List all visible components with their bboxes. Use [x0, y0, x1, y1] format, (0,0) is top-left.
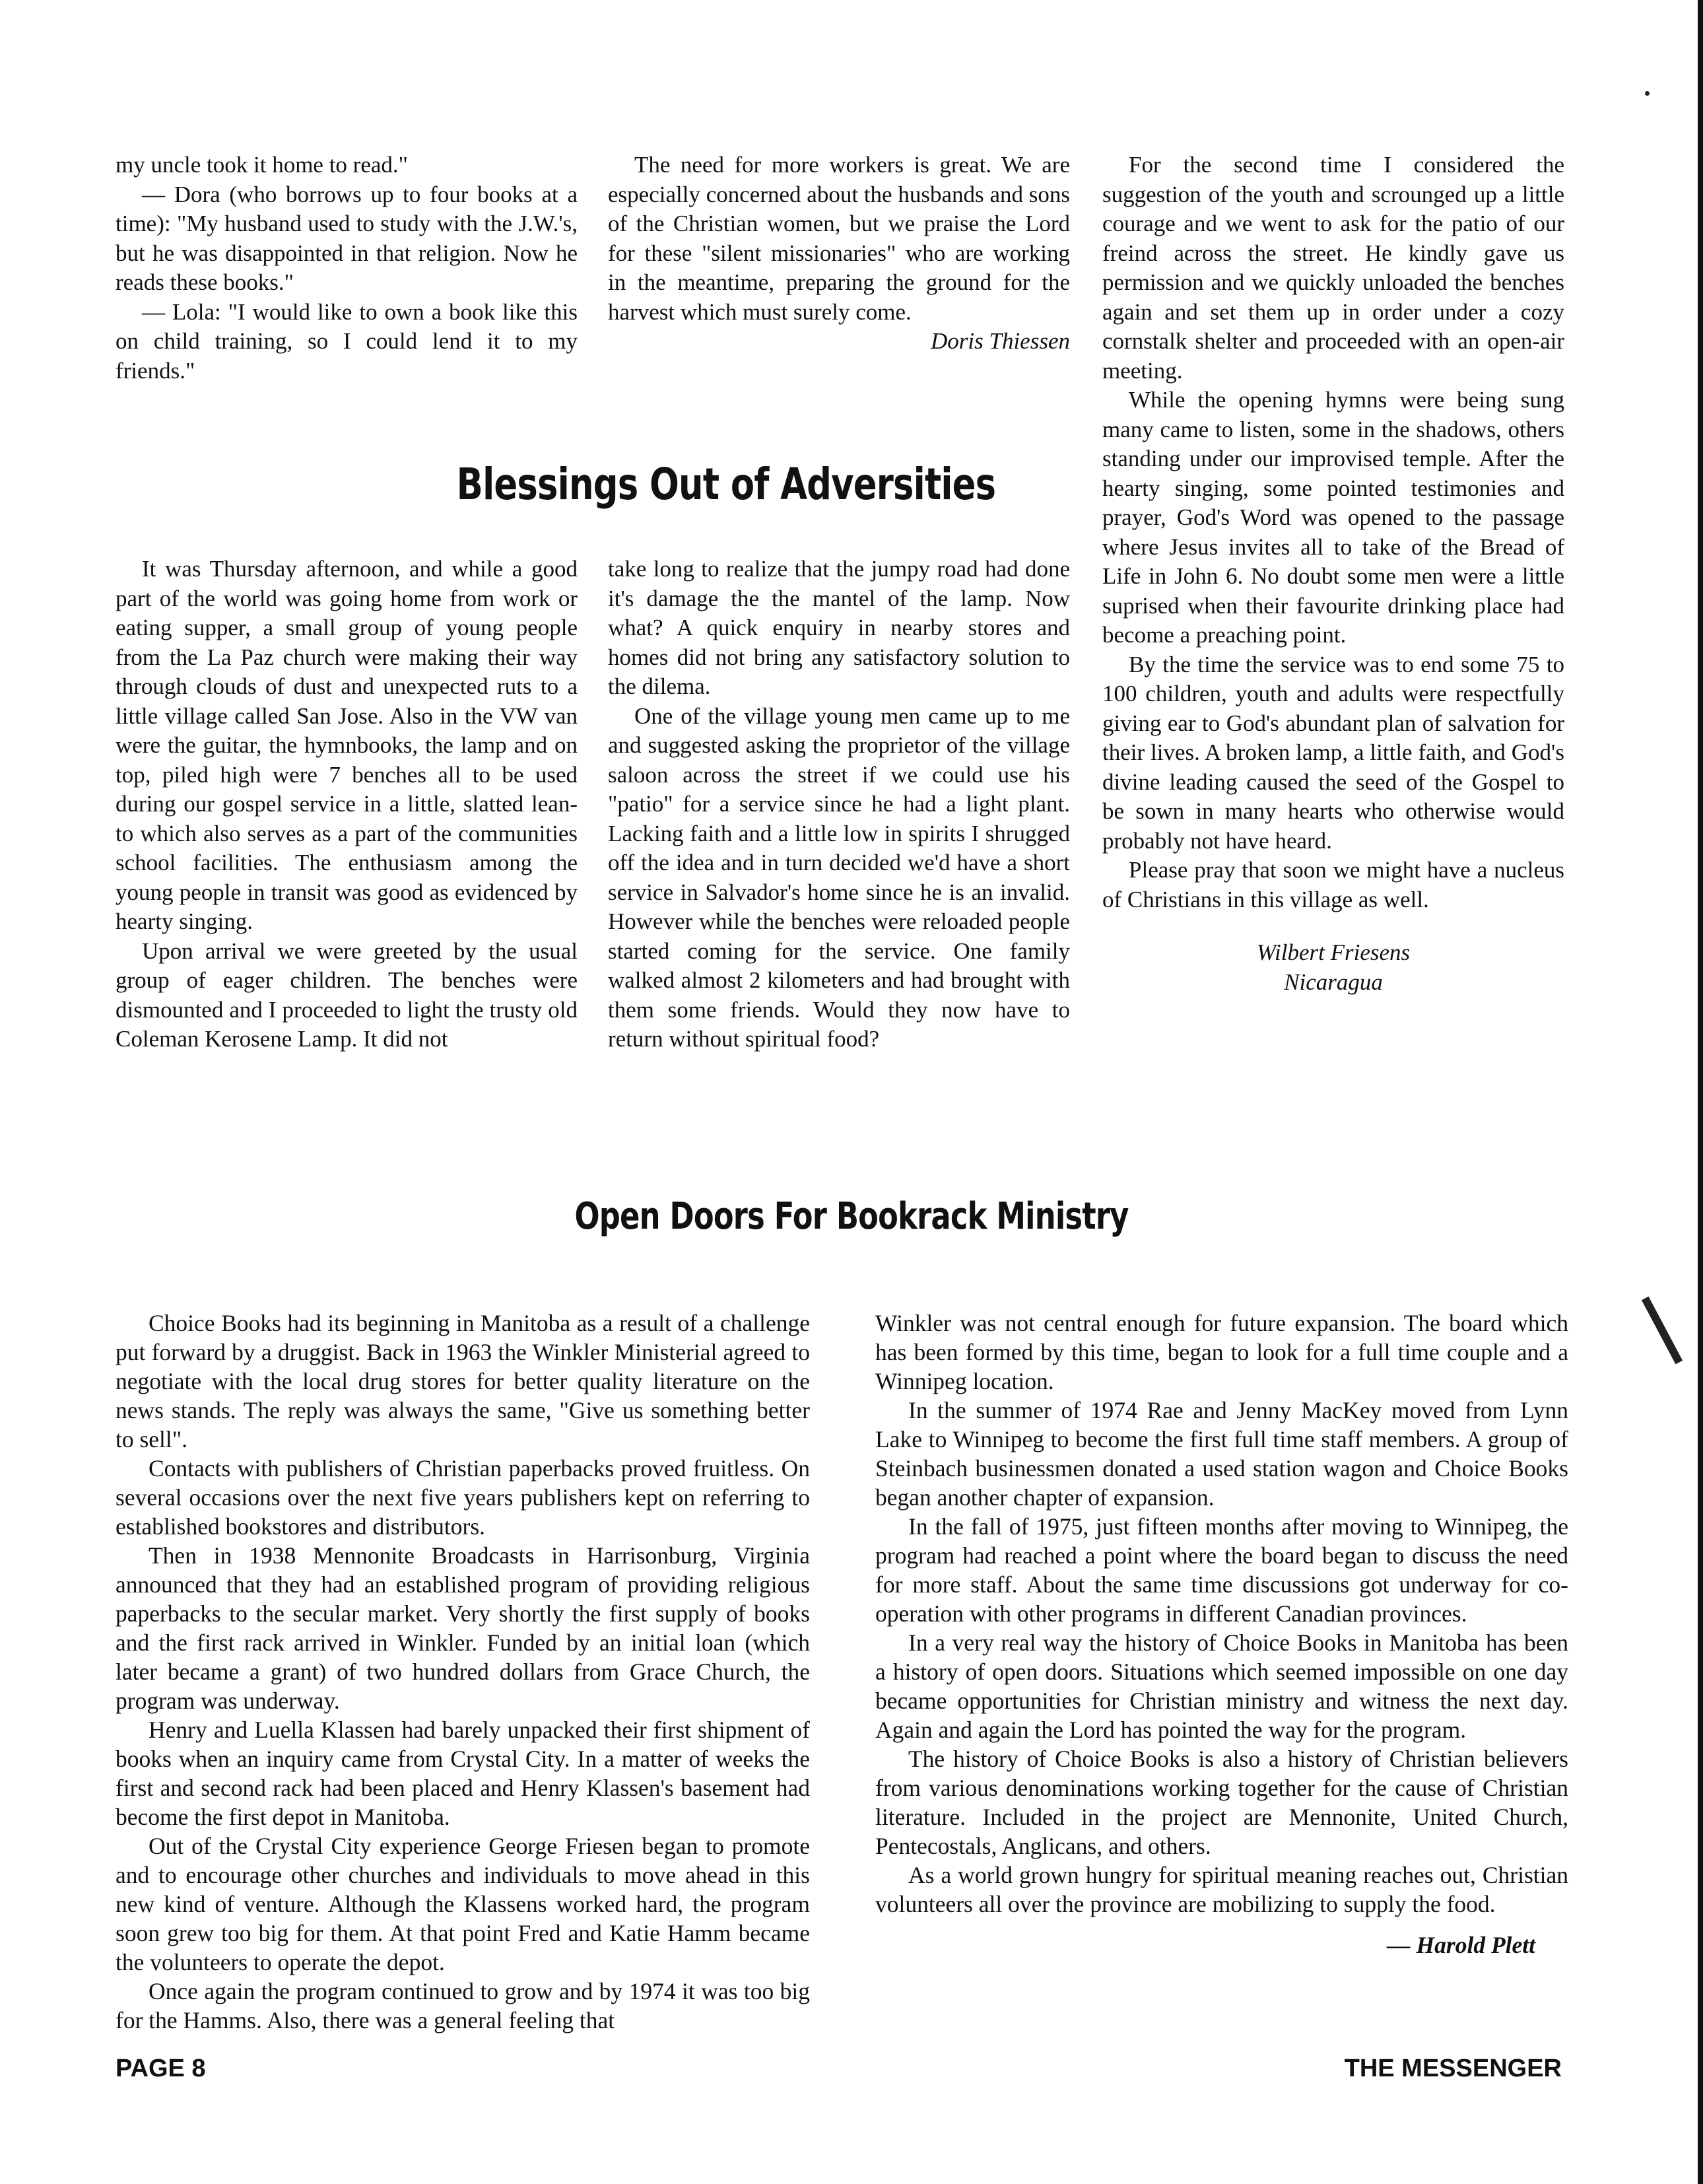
paragraph: Once again the program continued to grow and by 1974 it was too big for the Hamms. Also, there was a general feeling that [116, 1978, 810, 2033]
paragraph: Winkler was not central enough for future expansion. The board which has been formed by this time, began to look for a full time couple and a Winnipeg location. [875, 1310, 1568, 1394]
paragraph: Henry and Luella Klassen had barely unpacked their first shipment of books when an inquiry came from Crystal City. In a matter of weeks the first and second rack had been placed and Henry Klassen's basement had become the first depot in Manitoba. [116, 1717, 810, 1830]
paragraph: In the fall of 1975, just fifteen months after moving to Winnipeg, the program had reached a point where the board began to discuss the need for more staff. About the same time discussions got underway for co-operation with other programs in different Canadian provinces. [875, 1513, 1568, 1627]
paragraph: Upon arrival we were greeted by the usual group of eager children. The benches were dismounted and I proceeded to light the trusty old Coleman Kerosene Lamp. It did not [116, 938, 578, 1052]
paragraph: Contacts with publishers of Christian paperbacks proved fruitless. On several occasions over the next five years publishers kept on referring to established bookstores and distributors. [116, 1455, 810, 1540]
article2-column-2 [875, 1309, 1568, 1960]
article-title: Blessings Out of Adversities [456, 459, 996, 510]
article1-column-2 [608, 555, 1070, 1054]
scan-edge [1698, 0, 1703, 2184]
paragraph: — Dora (who borrows up to four books at a time): "My husband used to study with the J.W.'s, but he was disappointed in that religion. Now he reads these books." [116, 181, 578, 295]
paragraph: By the time the service was to end some 75 to 100 children, youth and adults were respectfully giving ear to God's abundant plan of salvation for their lives. A broken lamp, a little faith, and God's divine leading caused the seed of the Gospel to be sown in many hearts who otherwise would probably not have heard. [1102, 651, 1564, 854]
author-name: Wilbert Friesens [1256, 939, 1411, 965]
article1-column-3 [1102, 151, 1564, 997]
scan-mark [1642, 1297, 1683, 1365]
author-location: Nicaragua [1284, 969, 1383, 995]
author-signature: Doris Thiessen [931, 328, 1070, 354]
paragraph: Please pray that soon we might have a nucleus of Christians in this village as well. [1102, 857, 1564, 912]
scan-mark [1645, 91, 1650, 96]
publication-name: THE MESSENGER [1344, 2055, 1562, 2082]
paragraph: The history of Choice Books is also a history of Christian believers from various denominations working together for the cause of Christian literature. Included in the project are Mennonite, United Church, Pentecostals, Anglicans, and others. [875, 1746, 1568, 1859]
paragraph: While the opening hymns were being sung many came to listen, some in the shadows, others standing under our improvised temple. After the hearty singing, some pointed testimonies and prayer, God's Word was opened to the passage where Jesus invites all to take of the Bread of Life in John 6. No doubt some men were a little suprised when their favourite drinking place had become a preaching point. [1102, 387, 1564, 648]
author-signature: — Harold Plett [1387, 1932, 1535, 1958]
paragraph: — Lola: "I would like to own a book like this on child training, so I could lend it to my friends." [116, 298, 578, 384]
paragraph: my uncle took it home to read." [116, 152, 408, 178]
top-column-1 [116, 151, 578, 386]
article-title: Open Doors For Bookrack Ministry [574, 1195, 1129, 1238]
paragraph: For the second time I considered the suggestion of the youth and scrounged up a little courage and we went to ask for the patio of our freind across the street. He kindly gave us permission and we quickly unloaded the benches again and set them up in order under a cozy cornstalk shelter and proceeded with an open-air meeting. [1102, 152, 1564, 384]
paragraph: It was Thursday afternoon, and while a good part of the world was going home from work or eating supper, a small group of young people from the La Paz church were making their way through clouds of dust and unexpected ruts to a little village called San Jose. Also in the VW van were the guitar, the hymnbooks, the lamp and on top, piled high were 7 benches all to be used during our gospel service in a little, slatted lean-to which also serves as a part of the communities school facilities. The enthusiasm among the young people in transit was good as evidenced by hearty singing. [116, 556, 578, 934]
article1-column-1 [116, 555, 578, 1054]
article2-column-1 [116, 1309, 810, 2035]
paragraph: Choice Books had its beginning in Manitoba as a result of a challenge put forward by a druggist. Back in 1963 the Winkler Ministerial agreed to negotiate with the local drug stores for better quality literature on the news stands. The reply was always the same, "Give us something better to sell". [116, 1310, 810, 1452]
paragraph: take long to realize that the jumpy road had done it's damage the the mantel of the lamp. Now what? A quick enquiry in nearby stores and homes did not bring any satisfactory solution to the dilema. [608, 556, 1070, 699]
paragraph: As a world grown hungry for spiritual meaning reaches out, Christian volunteers all over the province are mobilizing to supply the food. [875, 1862, 1568, 1917]
paragraph: In a very real way the history of Choice Books in Manitoba has been a history of open doors. Situations which seemed impossible on one day became opportunities for Christian ministry and witness the next day. Again and again the Lord has pointed the way for the program. [875, 1629, 1568, 1743]
top-column-2 [608, 151, 1070, 357]
paragraph: Then in 1938 Mennonite Broadcasts in Harrisonburg, Virginia announced that they had an established program of providing religious paperbacks to the secular market. Very shortly the first supply of books and the first rack arrived in Winkler. Funded by an initial loan (which later became a grant) of two hundred dollars from Grace Church, the program was underway. [116, 1542, 810, 1714]
page-number: PAGE 8 [116, 2055, 206, 2082]
paragraph: One of the village young men came up to me and suggested asking the proprietor of the village saloon across the street if we could use his "patio" for a service since he had a light plant. Lacking faith and a little low in spirits I shrugged off the idea and in turn decided we'd have a short service in Salvador's home since he is an invalid. However while the benches were reloaded people started coming for the service. One family walked almost 2 kilometers and had brought with them some friends. Would they now have to return without spiritual food? [608, 702, 1070, 1052]
paragraph: In the summer of 1974 Rae and Jenny MacKey moved from Lynn Lake to Winnipeg to become the first full time staff members. A group of Steinbach businessmen donated a used station wagon and Choice Books began another chapter of expansion. [875, 1397, 1568, 1511]
paragraph: Out of the Crystal City experience George Friesen began to promote and to encourage other churches and individuals to move ahead in this new kind of venture. Although the Klassens worked hard, the program soon grew too big for them. At that point Fred and Katie Hamm became the volunteers to operate the depot. [116, 1833, 810, 1975]
paragraph: The need for more workers is great. We are especially concerned about the husbands and sons of the Christian women, but we praise the Lord for these "silent missionaries" who are working in the meantime, preparing the ground for the harvest which must surely come. [608, 152, 1070, 325]
